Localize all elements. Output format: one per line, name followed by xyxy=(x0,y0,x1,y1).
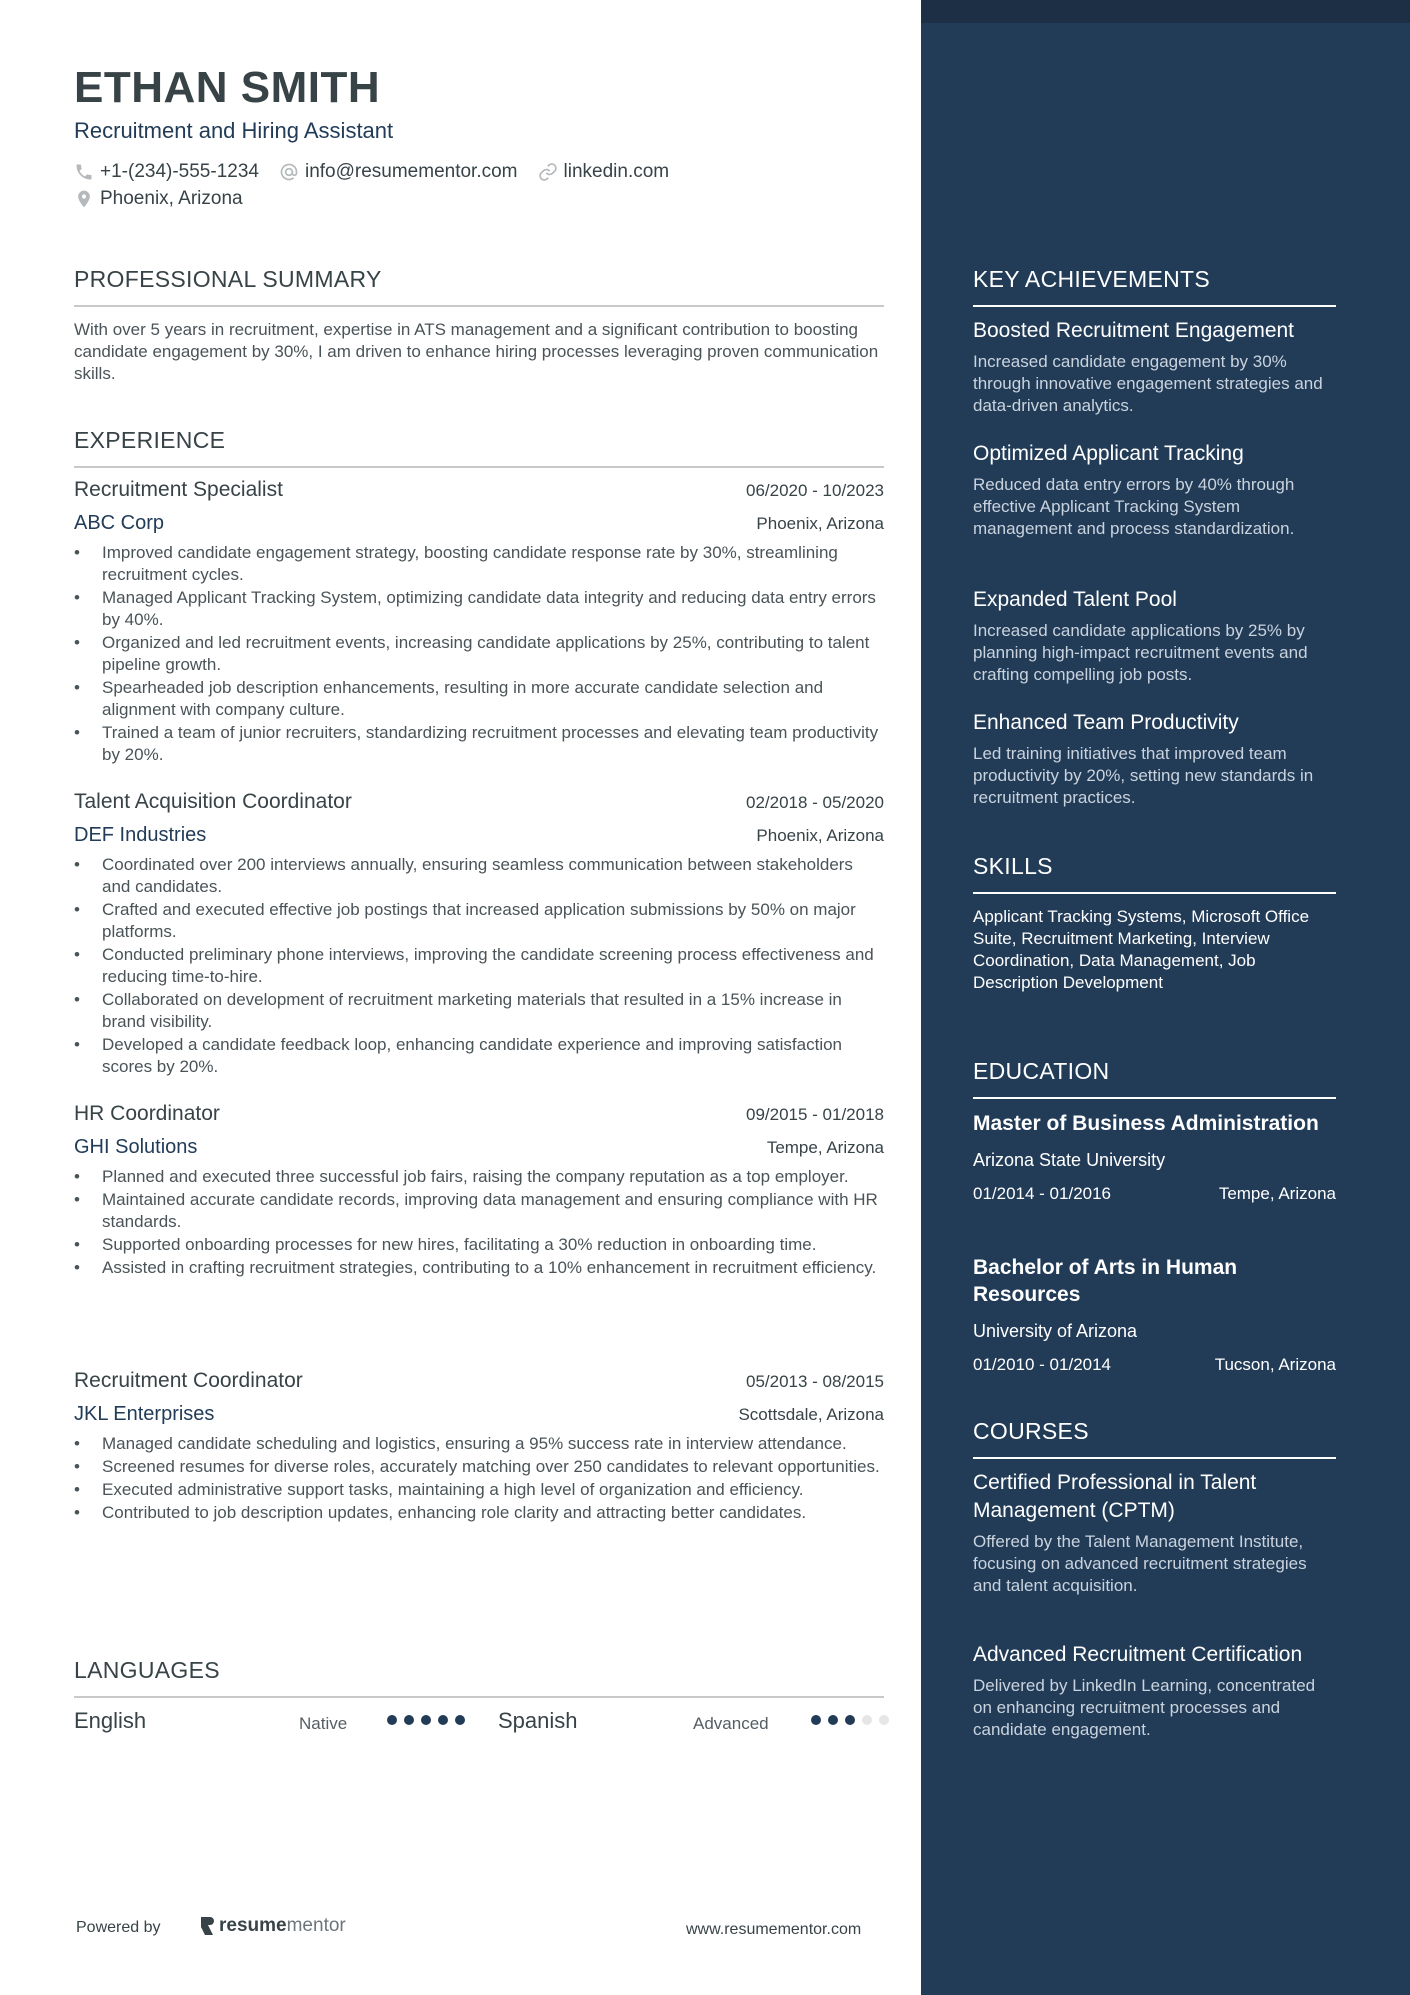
contact-row xyxy=(74,161,689,183)
skills-heading: SKILLS xyxy=(973,853,1053,879)
resumementor-logo-icon xyxy=(199,1916,215,1936)
rating-dot-filled xyxy=(404,1715,414,1725)
education-school: Arizona State University xyxy=(973,1150,1166,1170)
rating-dot-empty xyxy=(862,1715,872,1725)
job-bullet: • Improved candidate engagement strategy, boosting candidate response rate by 30%, streamlining recruitment cycles. xyxy=(74,542,884,586)
language-rating xyxy=(811,1715,896,1725)
achievements-heading: KEY ACHIEVEMENTS xyxy=(973,266,1211,292)
job-dates: 06/2020 - 10/2023 xyxy=(745,481,884,500)
rating-dot-empty xyxy=(879,1715,889,1725)
education-degree: Bachelor of Arts in Human Resources xyxy=(973,1256,1238,1306)
education-heading: EDUCATION xyxy=(973,1058,1110,1084)
job-bullet: • Conducted preliminary phone interviews, improving the candidate screening process effectiveness and reducing time-to-hire. xyxy=(74,944,884,988)
job-entry xyxy=(74,1369,884,1525)
candidate-name: ETHAN SMITH xyxy=(74,63,381,112)
rating-dot-filled xyxy=(387,1715,397,1725)
achievement-title: Boosted Recruitment Engagement xyxy=(973,319,1295,342)
phone-text: +1-(234)-555-1234 xyxy=(100,161,259,182)
job-bullets xyxy=(74,1433,884,1524)
course-desc: Delivered by LinkedIn Learning, concentrated on enhancing recruitment processes and candidate engagement. xyxy=(973,1676,1316,1739)
achievement-item xyxy=(973,709,1336,809)
contact-row-location xyxy=(74,188,263,210)
job-entry xyxy=(74,1102,884,1280)
languages-divider xyxy=(74,1696,884,1698)
job-bullet: • Managed candidate scheduling and logistics, ensuring a 95% success rate in interview attendance. xyxy=(74,1433,884,1455)
courses-heading: COURSES xyxy=(973,1418,1089,1444)
job-role: Recruitment Specialist xyxy=(74,478,283,501)
job-company: ABC Corp xyxy=(74,512,165,534)
rating-dot-filled xyxy=(438,1715,448,1725)
achievement-desc: Increased candidate applications by 25% by planning high-impact recruitment events and crafting compelling job posts. xyxy=(973,621,1308,684)
education-dates: 01/2010 - 01/2014 xyxy=(973,1355,1112,1374)
job-role: HR Coordinator xyxy=(74,1102,220,1125)
summary-divider xyxy=(74,305,884,307)
job-dates: 09/2015 - 01/2018 xyxy=(745,1105,884,1124)
achievement-desc: Led training initiatives that improved team productivity by 20%, setting new standards in recruitment practices. xyxy=(973,744,1314,807)
contact-location xyxy=(74,188,243,210)
contact-email[interactable] xyxy=(279,161,518,183)
job-bullets xyxy=(74,854,884,1078)
job-location: Tempe, Arizona xyxy=(766,1138,884,1157)
job-dates: 05/2013 - 08/2015 xyxy=(745,1372,884,1391)
course-desc: Offered by the Talent Management Institute, focusing on advanced recruitment strategies and talent acquisition. xyxy=(973,1532,1307,1595)
sidebar-top-band xyxy=(921,0,1410,23)
job-location: Phoenix, Arizona xyxy=(756,826,884,845)
language-level: Advanced xyxy=(693,1714,769,1733)
job-bullet: • Assisted in crafting recruitment strategies, contributing to a 10% enhancement in recruitment efficiency. xyxy=(74,1257,884,1279)
rating-dot-filled xyxy=(455,1715,465,1725)
job-bullet: • Managed Applicant Tracking System, optimizing candidate data integrity and reducing data entry errors by 40%. xyxy=(74,587,884,631)
job-bullet: • Maintained accurate candidate records, improving data management and ensuring compliance with HR standards. xyxy=(74,1189,884,1233)
course-item xyxy=(973,1641,1336,1741)
achievement-title: Enhanced Team Productivity xyxy=(973,711,1239,734)
summary-text: With over 5 years in recruitment, expertise in ATS management and a significant contribution to boosting candidate engagement by 30%, I am driven to enhance hiring processes leveraging proven communication skills. xyxy=(74,320,879,383)
job-bullet: • Contributed to job description updates, enhancing role clarity and attracting better candidates. xyxy=(74,1502,884,1524)
location-text: Phoenix, Arizona xyxy=(100,188,243,209)
logo-light: mentor xyxy=(286,1915,346,1936)
job-bullet: • Planned and executed three successful job fairs, raising the company reputation as a top employer. xyxy=(74,1166,884,1188)
email-text: info@resumementor.com xyxy=(304,161,518,182)
courses-divider xyxy=(973,1457,1336,1459)
job-bullet: • Executed administrative support tasks, maintaining a high level of organization and efficiency. xyxy=(74,1479,884,1501)
achievement-item xyxy=(973,317,1336,417)
course-title: Advanced Recruitment Certification xyxy=(973,1643,1303,1666)
education-location: Tucson, Arizona xyxy=(1214,1355,1336,1374)
languages-heading: LANGUAGES xyxy=(74,1657,220,1683)
course-item xyxy=(973,1469,1336,1597)
education-location: Tempe, Arizona xyxy=(1218,1184,1336,1203)
education-item xyxy=(973,1254,1336,1376)
footer-powered-by: Powered by xyxy=(76,1919,161,1936)
job-bullets xyxy=(74,542,884,766)
footer-logo[interactable] xyxy=(199,1915,346,1937)
linkedin-text: linkedin.com xyxy=(563,161,670,182)
achievement-title: Optimized Applicant Tracking xyxy=(973,442,1244,465)
job-bullet: • Supported onboarding processes for new hires, facilitating a 30% reduction in onboarding time. xyxy=(74,1234,884,1256)
education-degree: Master of Business Administration xyxy=(973,1112,1319,1135)
education-dates: 01/2014 - 01/2016 xyxy=(973,1184,1112,1203)
job-entry xyxy=(74,478,884,767)
job-bullet: • Screened resumes for diverse roles, accurately matching over 250 candidates to relevant opportunities. xyxy=(74,1456,884,1478)
experience-heading: EXPERIENCE xyxy=(74,427,226,453)
education-divider xyxy=(973,1097,1336,1099)
skills-divider xyxy=(973,892,1336,894)
language-level: Native xyxy=(299,1714,348,1733)
skills-text: Applicant Tracking Systems, Microsoft Office Suite, Recruitment Marketing, Interview Coordination, Data Management, Job Description Development xyxy=(973,907,1310,992)
achievement-title: Expanded Talent Pool xyxy=(973,588,1177,611)
location-pin-icon xyxy=(74,189,94,209)
achievement-item xyxy=(973,440,1336,540)
job-dates: 02/2018 - 05/2020 xyxy=(745,793,884,812)
link-icon xyxy=(538,162,558,182)
job-location: Scottsdale, Arizona xyxy=(738,1405,884,1424)
job-bullet: • Crafted and executed effective job postings that increased application submissions by 50% on major platforms. xyxy=(74,899,884,943)
job-location: Phoenix, Arizona xyxy=(756,514,884,533)
achievement-item xyxy=(973,586,1336,686)
language-name: Spanish xyxy=(498,1708,578,1733)
experience-divider xyxy=(74,466,884,468)
job-company: DEF Industries xyxy=(74,824,207,846)
job-company: GHI Solutions xyxy=(74,1136,198,1158)
job-entry xyxy=(74,790,884,1079)
job-bullet: • Developed a candidate feedback loop, enhancing candidate experience and improving satisfaction scores by 20%. xyxy=(74,1034,884,1078)
job-bullet: • Organized and led recruitment events, increasing candidate applications by 25%, contributing to talent pipeline growth. xyxy=(74,632,884,676)
job-bullet: • Coordinated over 200 interviews annually, ensuring seamless communication between stakeholders and candidates. xyxy=(74,854,884,898)
rating-dot-filled xyxy=(845,1715,855,1725)
phone-icon xyxy=(74,162,94,182)
achievement-desc: Reduced data entry errors by 40% through effective Applicant Tracking System management and process standardization. xyxy=(973,475,1295,538)
contact-linkedin[interactable] xyxy=(538,161,670,183)
job-bullet: • Trained a team of junior recruiters, standardizing recruitment processes and elevating team productivity by 20%. xyxy=(74,722,884,766)
achievement-desc: Increased candidate engagement by 30% through innovative engagement strategies and data-driven analytics. xyxy=(973,352,1323,415)
at-icon xyxy=(279,162,299,182)
contact-phone[interactable] xyxy=(74,161,259,183)
rating-dot-filled xyxy=(421,1715,431,1725)
rating-dot-filled xyxy=(811,1715,821,1725)
education-item xyxy=(973,1110,1336,1205)
job-company: JKL Enterprises xyxy=(74,1403,215,1425)
language-name: English xyxy=(74,1708,147,1733)
job-bullet: • Spearheaded job description enhancements, resulting in more accurate candidate selection and alignment with company culture. xyxy=(74,677,884,721)
job-role: Talent Acquisition Coordinator xyxy=(74,790,352,813)
job-role: Recruitment Coordinator xyxy=(74,1369,303,1392)
rating-dot-filled xyxy=(828,1715,838,1725)
summary-heading: PROFESSIONAL SUMMARY xyxy=(74,266,382,292)
job-bullet: • Collaborated on development of recruitment marketing materials that resulted in a 15% increase in brand visibility. xyxy=(74,989,884,1033)
logo-bold: resume xyxy=(219,1915,287,1936)
language-rating xyxy=(387,1715,472,1725)
course-title: Certified Professional in Talent Management (CPTM) xyxy=(973,1471,1257,1522)
candidate-title: Recruitment and Hiring Assistant xyxy=(74,118,394,143)
job-bullets xyxy=(74,1166,884,1279)
achievements-divider xyxy=(973,305,1336,307)
education-school: University of Arizona xyxy=(973,1321,1138,1341)
footer-logo-text xyxy=(219,1915,346,1937)
footer-url[interactable]: www.resumementor.com xyxy=(686,1921,862,1938)
